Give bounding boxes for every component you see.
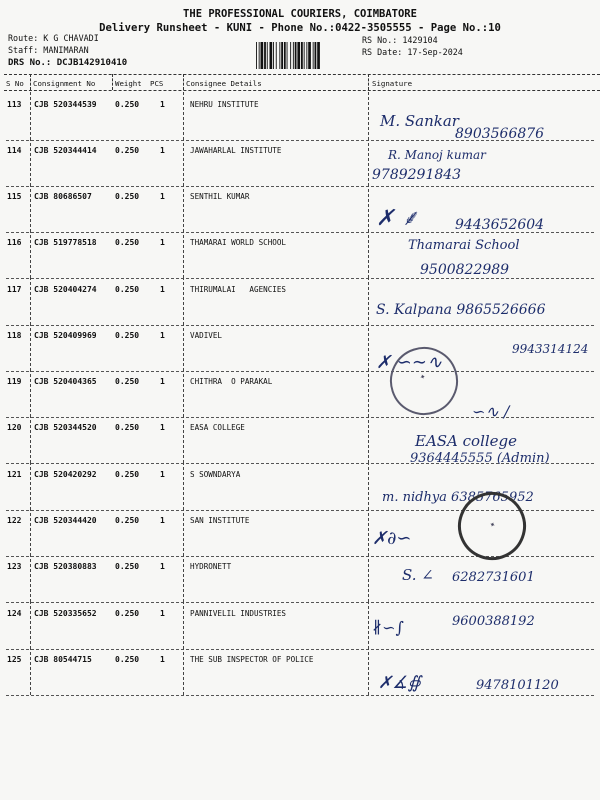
handwritten-mark: ✗∂∽ — [372, 528, 412, 549]
row-sno: 116 — [7, 238, 22, 247]
handwritten-signature: m. nidhya 6385765952 — [382, 490, 534, 505]
row-divider — [6, 695, 594, 696]
runsheet-subtitle: Delivery Runsheet - KUNI - Phone No.:0422-3505555 - Page No.:10 — [99, 22, 501, 34]
row-weight: 0.250 — [115, 562, 140, 571]
column-divider — [183, 74, 184, 90]
row-weight: 0.250 — [115, 285, 140, 294]
row-consignment: CJB 80544715 — [34, 655, 92, 664]
handwritten-signature: R. Manoj kumar — [388, 148, 486, 162]
row-pcs: 1 — [160, 238, 165, 247]
handwritten-mark: ✗ ∽∼∿ — [376, 352, 443, 373]
handwritten-phone: 9600388192 — [452, 614, 535, 629]
row-weight: 0.250 — [115, 377, 140, 386]
row-weight: 0.250 — [115, 609, 140, 618]
row-consignment: CJB 520409969 — [34, 331, 97, 340]
row-consignee: S SOWNDARYA — [190, 470, 241, 479]
table-row — [0, 331, 600, 376]
row-consignee: SAN INSTITUTE — [190, 516, 250, 525]
row-consignment: CJB 80686507 — [34, 192, 92, 201]
row-consignment: CJB 520344420 — [34, 516, 97, 525]
row-weight: 0.250 — [115, 238, 140, 247]
row-consignee: HYDRONETT — [190, 562, 232, 571]
row-consignment: CJB 520344539 — [34, 100, 97, 109]
col-header-weight: Weight — [115, 79, 142, 88]
rs-number: RS No.: 1429104 — [362, 35, 438, 45]
header-bottom-rule — [4, 90, 600, 91]
row-sno: 124 — [7, 609, 22, 618]
handwritten-phone: 8903566876 — [455, 126, 545, 142]
table-row — [0, 146, 600, 191]
row-pcs: 1 — [160, 470, 165, 479]
row-pcs: 1 — [160, 562, 165, 571]
row-divider — [6, 278, 594, 279]
row-sno: 119 — [7, 377, 22, 386]
handwritten-mark: ✗ ⸙ — [376, 206, 418, 231]
handwritten-phone: 9500822989 — [420, 262, 510, 278]
handwritten-phone: 6282731601 — [452, 570, 535, 585]
handwritten-phone: 9789291843 — [372, 167, 462, 183]
row-consignment: CJB 520380883 — [34, 562, 97, 571]
handwritten-signature: EASA college — [415, 432, 518, 450]
row-weight: 0.250 — [115, 470, 140, 479]
row-sno: 115 — [7, 192, 22, 201]
row-consignee: SENTHIL KUMAR — [190, 192, 250, 201]
row-consignee: THE SUB INSPECTOR OF POLICE — [190, 655, 314, 664]
handwritten-signature: S. Kalpana 9865526666 — [376, 302, 546, 318]
handwritten-mark: S. ∠ — [402, 566, 434, 584]
col-header-consignment: Consignment No — [33, 79, 96, 88]
row-pcs: 1 — [160, 516, 165, 525]
handwritten-phone: 9364445555 (Admin) — [410, 451, 550, 466]
row-consignee: NEHRU INSTITUTE — [190, 100, 259, 109]
column-divider — [30, 74, 31, 90]
col-header-signature: Signature — [372, 79, 413, 88]
row-weight: 0.250 — [115, 331, 140, 340]
row-sno: 122 — [7, 516, 22, 525]
row-divider — [6, 371, 594, 372]
row-weight: 0.250 — [115, 100, 140, 109]
handwritten-signature: M. Sankar — [380, 112, 459, 130]
rubber-stamp: ✦ — [381, 338, 467, 424]
col-header-sno: S No — [6, 79, 24, 88]
route-info: Route: K G CHAVADI — [8, 33, 99, 43]
handwritten-mark: ✗∡∯ — [378, 673, 421, 693]
row-pcs: 1 — [160, 146, 165, 155]
row-pcs: 1 — [160, 377, 165, 386]
row-consignment: CJB 520420292 — [34, 470, 97, 479]
row-consignee: VADIVEL — [190, 331, 223, 340]
row-sno: 120 — [7, 423, 22, 432]
row-sno: 113 — [7, 100, 22, 109]
staff-info: Staff: MANIMARAN — [8, 45, 89, 55]
row-divider — [6, 602, 594, 603]
row-sno: 118 — [7, 331, 22, 340]
handwritten-phone: 9478101120 — [476, 678, 559, 693]
row-pcs: 1 — [160, 423, 165, 432]
row-consignee: PANNIVELIL INDUSTRIES — [190, 609, 287, 618]
row-weight: 0.250 — [115, 655, 140, 664]
row-divider — [6, 649, 594, 650]
row-sno: 114 — [7, 146, 22, 155]
barcode-image — [256, 42, 356, 69]
handwritten-mark: ∦∽∫ — [372, 618, 404, 637]
row-consignee: CHITHRA O PARAKAL — [190, 377, 273, 386]
row-consignment: CJB 520344414 — [34, 146, 97, 155]
header-top-rule — [4, 74, 600, 75]
row-consignment: CJB 520344520 — [34, 423, 97, 432]
row-pcs: 1 — [160, 609, 165, 618]
row-pcs: 1 — [160, 285, 165, 294]
row-consignee: EASA COLLEGE — [190, 423, 245, 432]
row-consignment: CJB 519778518 — [34, 238, 97, 247]
drs-number: DRS No.: DCJB142910410 — [8, 58, 128, 68]
row-pcs: 1 — [160, 655, 165, 664]
rubber-stamp: ✦ — [448, 482, 535, 569]
row-sno: 117 — [7, 285, 22, 294]
row-weight: 0.250 — [115, 423, 140, 432]
row-sno: 121 — [7, 470, 22, 479]
column-divider — [112, 74, 113, 90]
handwritten-signature: Thamarai School — [408, 238, 520, 253]
row-consignee: THIRUMALAI AGENCIES — [190, 285, 287, 294]
row-consignee: JAWAHARLAL INSTITUTE — [190, 146, 282, 155]
col-header-consignee: Consignee Details — [186, 79, 262, 88]
row-pcs: 1 — [160, 192, 165, 201]
row-consignment: CJB 520404274 — [34, 285, 97, 294]
row-weight: 0.250 — [115, 146, 140, 155]
handwritten-phone: 9443652604 — [455, 217, 545, 233]
row-divider — [6, 325, 594, 326]
rs-date: RS Date: 17-Sep-2024 — [362, 47, 463, 57]
row-pcs: 1 — [160, 100, 165, 109]
row-pcs: 1 — [160, 331, 165, 340]
company-title: THE PROFESSIONAL COURIERS, COIMBATORE — [183, 8, 417, 20]
row-consignee: THAMARAI WORLD SCHOOL — [190, 238, 287, 247]
row-divider — [6, 186, 594, 187]
row-consignment: CJB 520335652 — [34, 609, 97, 618]
table-row — [0, 377, 600, 422]
col-header-pcs: PCS — [150, 79, 164, 88]
row-sno: 123 — [7, 562, 22, 571]
row-weight: 0.250 — [115, 516, 140, 525]
handwritten-phone: 9943314124 — [512, 342, 589, 356]
handwritten-mark: ∽∿ ∕ — [472, 402, 510, 421]
row-consignment: CJB 520404365 — [34, 377, 97, 386]
row-weight: 0.250 — [115, 192, 140, 201]
row-sno: 125 — [7, 655, 22, 664]
column-divider — [368, 74, 369, 90]
